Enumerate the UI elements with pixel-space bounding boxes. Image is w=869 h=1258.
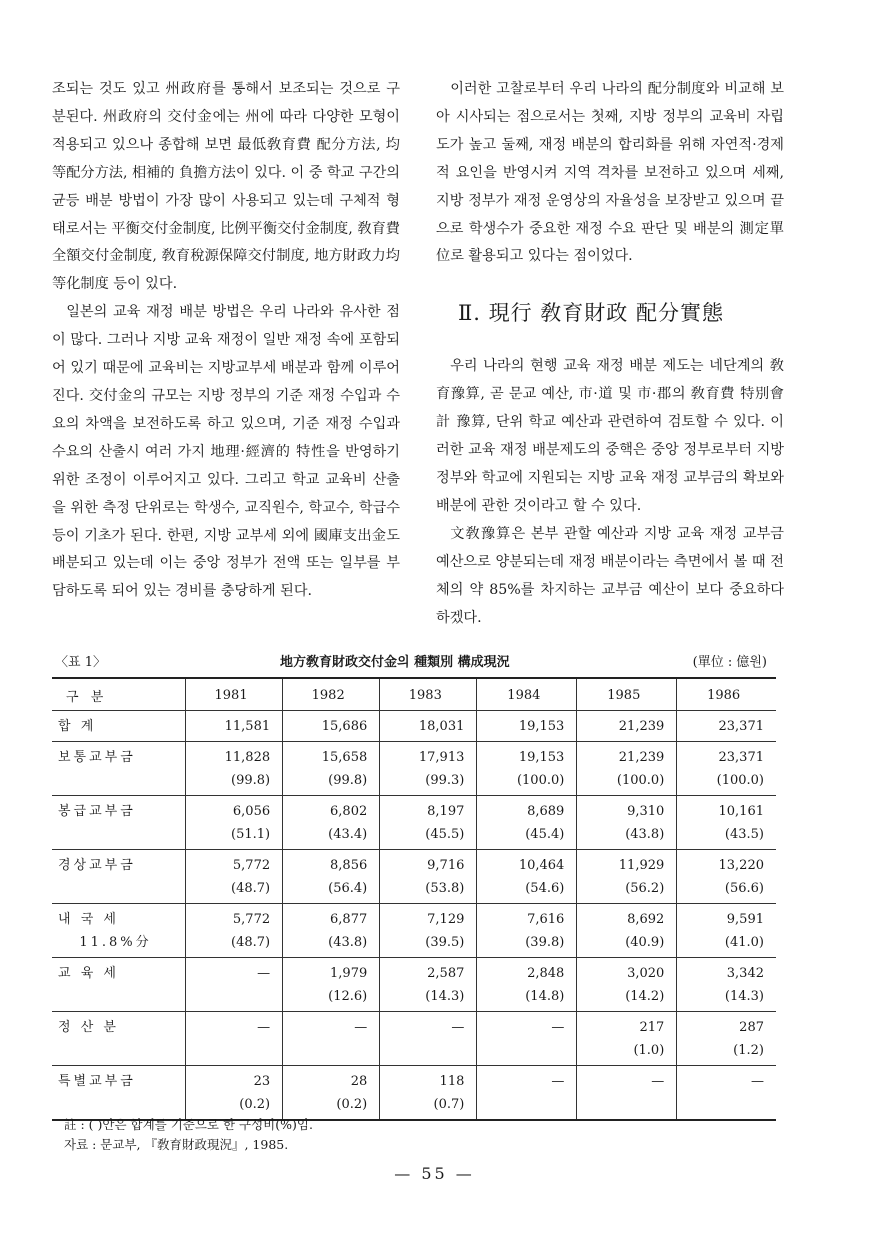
cell-percent: (48.7) bbox=[231, 881, 271, 896]
source-text: 자료 : 문교부, 『敎育財政現況』, 1985. bbox=[64, 1137, 289, 1152]
cell-percent: (43.8) bbox=[625, 827, 665, 842]
cell-percent: (43.8) bbox=[328, 935, 368, 950]
cell-value: 9,310 bbox=[627, 804, 665, 819]
cell-percent: (0.2) bbox=[336, 1097, 368, 1112]
cell-value: — bbox=[551, 1074, 565, 1089]
left-column bbox=[52, 76, 400, 606]
year-header: 1986 bbox=[677, 678, 776, 711]
cell-value: 15,686 bbox=[321, 719, 368, 734]
cell-percent: (14.8) bbox=[525, 989, 565, 1004]
table-row bbox=[52, 958, 776, 1012]
table-caption bbox=[55, 651, 767, 671]
table-cell bbox=[577, 1012, 677, 1066]
table-cell bbox=[677, 1066, 776, 1121]
table-corner-header: 구 분 bbox=[52, 678, 186, 711]
cell-percent: (45.4) bbox=[525, 827, 565, 842]
right-column bbox=[436, 76, 784, 632]
paragraph: 일본의 교육 재정 배분 방법은 우리 나라와 유사한 점이 많다. 그러나 지방 교육 재정이 일반 재정 속에 포함되어 있기 때문에 교육비는 지방교부세 배분과 함께 이루어진다. 交付金의 규모는 지방 정부의 기준 재정 수입과 수요의 차액을 보전하도록 하고 있으며, 기준 재정 수입과 수요의 산출시 여러 가지 地理·經濟的 特性을 반영하기 위한 조정이 이루어지고 있다. 그리고 학교 교육비 산출을 위한 측정 단위로는 학생수, 교직원수, 학교수, 학급수 등이 기초가 된다. 한편, 지방 교부세 외에 國庫支出金도 배분되고 있는데 이는 중앙 정부가 전액 또는 일부를 부담하도록 되어 있는 경비를 충당하게 된다. bbox=[52, 304, 400, 600]
table-cell bbox=[186, 904, 283, 958]
table-title: 地方敎育財政交付金의 種類別 構成現況 bbox=[280, 655, 510, 670]
cell-value: 5,772 bbox=[232, 858, 271, 873]
cell-percent: (99.8) bbox=[328, 773, 368, 788]
cell-percent: (40.9) bbox=[625, 935, 665, 950]
table-cell bbox=[477, 796, 577, 850]
cell-value: 9,716 bbox=[427, 858, 465, 873]
table-cell bbox=[677, 850, 776, 904]
year-header: 1983 bbox=[380, 678, 477, 711]
cell-percent: (1.0) bbox=[633, 1043, 665, 1058]
cell-percent: (39.8) bbox=[525, 935, 565, 950]
year-header: 1981 bbox=[186, 678, 283, 711]
table-cell bbox=[186, 958, 283, 1012]
row-label bbox=[52, 711, 186, 742]
page-number: — 55 — bbox=[394, 1164, 475, 1183]
row-label bbox=[52, 904, 186, 958]
cell-value: 18,031 bbox=[418, 719, 465, 734]
cell-value: 11,581 bbox=[224, 719, 271, 734]
table-cell bbox=[283, 1066, 380, 1121]
cell-value: 19,153 bbox=[518, 719, 565, 734]
table-cell bbox=[477, 742, 577, 796]
cell-value: — bbox=[651, 1074, 665, 1089]
year-header: 1982 bbox=[283, 678, 380, 711]
cell-percent: (56.6) bbox=[724, 881, 764, 896]
table-row bbox=[52, 711, 776, 742]
year-header: 1984 bbox=[477, 678, 577, 711]
cell-value: 8,692 bbox=[627, 912, 665, 927]
row-label-text: 특별교부금 bbox=[58, 1074, 136, 1089]
cell-value: 3,342 bbox=[726, 966, 764, 981]
table-row bbox=[52, 904, 776, 958]
table-cell bbox=[677, 796, 776, 850]
table-cell bbox=[283, 742, 380, 796]
cell-value: 21,239 bbox=[618, 719, 665, 734]
cell-percent: (14.2) bbox=[625, 989, 665, 1004]
data-table bbox=[52, 677, 776, 1121]
cell-value: — bbox=[451, 1020, 465, 1035]
cell-value: — bbox=[551, 1020, 565, 1035]
table-body bbox=[52, 711, 776, 1121]
table-row bbox=[52, 850, 776, 904]
cell-value: 118 bbox=[439, 1074, 465, 1089]
paragraph: 이러한 고찰로부터 우리 나라의 配分制度와 비교해 보아 시사되는 점으로서는 첫째, 지방 정부의 교육비 자립도가 높고 둘째, 재정 배분의 합리화를 위해 자연적·경제적 요인을 반영시켜 지역 격차를 보전하고 있으며 세째, 지방 정부가 재정 운영상의 자율성을 보장받고 있으며 끝으로 학생수가 중요한 재정 수요 판단 및 배분의 測定單位로 활용되고 있다는 점이었다. bbox=[436, 81, 784, 265]
table-cell bbox=[186, 742, 283, 796]
cell-value: 2,587 bbox=[427, 966, 465, 981]
table-cell bbox=[577, 958, 677, 1012]
paragraph: 조되는 것도 있고 州政府를 통해서 보조되는 것으로 구분된다. 州政府의 交付金에는 州에 따라 다양한 모형이 적용되고 있으나 종합해 보면 最低敎育費 配分方法, 均等配分方法, 相補的 負擔方法이 있다. 이 중 학교 구간의 균등 배분 방법이 가장 많이 사용되고 있는데 구체적 형태로서는 平衡交付金制度, 比例平衡交付金制度, 敎育費全額交付金制度, 敎育稅源保障交付制度, 地方財政力均等化制度 등이 있다. bbox=[52, 81, 400, 293]
table-cell bbox=[380, 904, 477, 958]
cell-percent: (43.4) bbox=[328, 827, 368, 842]
cell-percent: (53.8) bbox=[425, 881, 465, 896]
cell-value: 9,591 bbox=[726, 912, 764, 927]
row-label-subtext: 11.8%分 bbox=[79, 935, 152, 950]
cell-percent: (14.3) bbox=[425, 989, 465, 1004]
cell-value: — bbox=[751, 1074, 764, 1089]
section-title: Ⅱ. 現行 敎育財政 配分實態 bbox=[458, 301, 724, 326]
table-cell bbox=[677, 1012, 776, 1066]
row-label-text: 보통교부금 bbox=[58, 750, 136, 765]
table-cell bbox=[283, 711, 380, 742]
row-label bbox=[52, 796, 186, 850]
cell-percent: (43.5) bbox=[724, 827, 764, 842]
table-unit: (單位 : 億원) bbox=[692, 655, 767, 670]
cell-value: 8,689 bbox=[527, 804, 565, 819]
cell-value: 3,020 bbox=[627, 966, 665, 981]
table-cell bbox=[380, 711, 477, 742]
table-row bbox=[52, 1012, 776, 1066]
table-cell bbox=[380, 796, 477, 850]
cell-percent: (54.6) bbox=[525, 881, 565, 896]
cell-value: — bbox=[257, 1020, 271, 1035]
table-header-row bbox=[52, 678, 776, 711]
table-cell bbox=[577, 904, 677, 958]
cell-value: 7,129 bbox=[427, 912, 465, 927]
cell-value: 23,371 bbox=[718, 750, 764, 765]
note-text: 註 : ( )안은 합계를 기준으로 한 구성비(%)임. bbox=[64, 1117, 313, 1132]
row-label-text: 합 계 bbox=[58, 719, 97, 734]
cell-value: 11,929 bbox=[618, 858, 665, 873]
cell-value: 10,161 bbox=[718, 804, 764, 819]
table-cell bbox=[677, 742, 776, 796]
table-cell bbox=[186, 711, 283, 742]
row-label-text: 봉급교부금 bbox=[58, 804, 136, 819]
cell-percent: (99.3) bbox=[425, 773, 465, 788]
table-cell bbox=[577, 1066, 677, 1121]
cell-percent: (48.7) bbox=[231, 935, 271, 950]
cell-value: — bbox=[257, 966, 271, 981]
cell-percent: (100.0) bbox=[516, 773, 565, 788]
table-cell bbox=[380, 958, 477, 1012]
table-cell bbox=[577, 711, 677, 742]
cell-value: 6,056 bbox=[232, 804, 271, 819]
cell-percent: (56.4) bbox=[328, 881, 368, 896]
cell-percent: (14.3) bbox=[724, 989, 764, 1004]
cell-value: — bbox=[354, 1020, 368, 1035]
cell-value: 17,913 bbox=[418, 750, 465, 765]
table-cell bbox=[283, 796, 380, 850]
cell-value: 11,828 bbox=[224, 750, 271, 765]
table-cell bbox=[477, 958, 577, 1012]
cell-percent: (45.5) bbox=[425, 827, 465, 842]
table-cell bbox=[477, 1012, 577, 1066]
table-row bbox=[52, 1066, 776, 1121]
cell-value: 10,464 bbox=[518, 858, 565, 873]
table-row bbox=[52, 796, 776, 850]
table-cell bbox=[283, 958, 380, 1012]
cell-percent: (1.2) bbox=[733, 1043, 764, 1058]
cell-value: 7,616 bbox=[527, 912, 565, 927]
table-cell bbox=[577, 742, 677, 796]
cell-percent: (12.6) bbox=[328, 989, 368, 1004]
table-cell bbox=[283, 1012, 380, 1066]
cell-percent: (56.2) bbox=[625, 881, 665, 896]
cell-value: 23 bbox=[253, 1074, 271, 1089]
table-cell bbox=[477, 1066, 577, 1121]
cell-percent: (99.8) bbox=[231, 773, 271, 788]
cell-value: 8,856 bbox=[330, 858, 368, 873]
cell-value: 21,239 bbox=[618, 750, 665, 765]
row-label bbox=[52, 1066, 186, 1121]
cell-value: 6,877 bbox=[330, 912, 368, 927]
row-label bbox=[52, 1012, 186, 1066]
table-cell bbox=[380, 742, 477, 796]
row-label-text: 교 육 세 bbox=[58, 966, 119, 981]
table-cell bbox=[283, 850, 380, 904]
cell-value: 5,772 bbox=[232, 912, 271, 927]
table-cell bbox=[677, 958, 776, 1012]
cell-percent: (51.1) bbox=[231, 827, 271, 842]
cell-percent: (100.0) bbox=[616, 773, 665, 788]
cell-value: 217 bbox=[639, 1020, 665, 1035]
table-cell bbox=[380, 1066, 477, 1121]
table-row bbox=[52, 742, 776, 796]
cell-value: 23,371 bbox=[718, 719, 764, 734]
paragraph: 우리 나라의 현행 교육 재정 배분 제도는 네단계의 敎育豫算, 곧 문교 예산, 市·道 및 市·郡의 敎育費 特別會計 豫算, 단위 학교 예산과 관련하여 검토할 수 있다. 이러한 교육 재정 배분제도의 중핵은 중앙 정부로부터 지방 정부와 학교에 지원되는 지방 교육 재정 교부금의 확보와 배분에 관한 것이라고 할 수 있다. bbox=[436, 358, 784, 514]
table-cell bbox=[186, 796, 283, 850]
table-cell bbox=[283, 904, 380, 958]
cell-percent: (0.7) bbox=[433, 1097, 465, 1112]
table-cell bbox=[186, 850, 283, 904]
table-cell bbox=[577, 850, 677, 904]
table-number: 〈표 1〉 bbox=[55, 655, 106, 670]
table-cell bbox=[186, 1066, 283, 1121]
paragraph: 文敎豫算은 본부 관할 예산과 지방 교육 재정 교부금 예산으로 양분되는데 재정 배분이라는 측면에서 볼 때 전체의 약 85%를 차지하는 교부금 예산이 보다 중요하다 하겠다. bbox=[436, 525, 784, 626]
cell-value: 19,153 bbox=[518, 750, 565, 765]
table-cell bbox=[477, 850, 577, 904]
cell-value: 13,220 bbox=[718, 858, 764, 873]
cell-percent: (0.2) bbox=[239, 1097, 271, 1112]
cell-value: 287 bbox=[739, 1020, 764, 1035]
cell-value: 6,802 bbox=[330, 804, 368, 819]
row-label bbox=[52, 850, 186, 904]
table-cell bbox=[677, 904, 776, 958]
year-header: 1985 bbox=[577, 678, 677, 711]
cell-value: 2,848 bbox=[527, 966, 565, 981]
cell-value: 15,658 bbox=[321, 750, 368, 765]
table-cell bbox=[577, 796, 677, 850]
cell-percent: (100.0) bbox=[716, 773, 764, 788]
cell-value: 8,197 bbox=[427, 804, 465, 819]
row-label bbox=[52, 742, 186, 796]
table-cell bbox=[677, 711, 776, 742]
row-label-text: 정 산 분 bbox=[58, 1020, 119, 1035]
row-label-text: 경상교부금 bbox=[58, 858, 136, 873]
table-cell bbox=[186, 1012, 283, 1066]
cell-value: 1,979 bbox=[330, 966, 368, 981]
cell-percent: (39.5) bbox=[425, 935, 465, 950]
cell-percent: (41.0) bbox=[724, 935, 764, 950]
table-cell bbox=[380, 850, 477, 904]
table-cell bbox=[380, 1012, 477, 1066]
table-cell bbox=[477, 904, 577, 958]
cell-value: 28 bbox=[350, 1074, 368, 1089]
table-cell bbox=[477, 711, 577, 742]
table-notes bbox=[64, 1115, 313, 1155]
row-label-text: 내 국 세 bbox=[58, 912, 119, 927]
row-label bbox=[52, 958, 186, 1012]
